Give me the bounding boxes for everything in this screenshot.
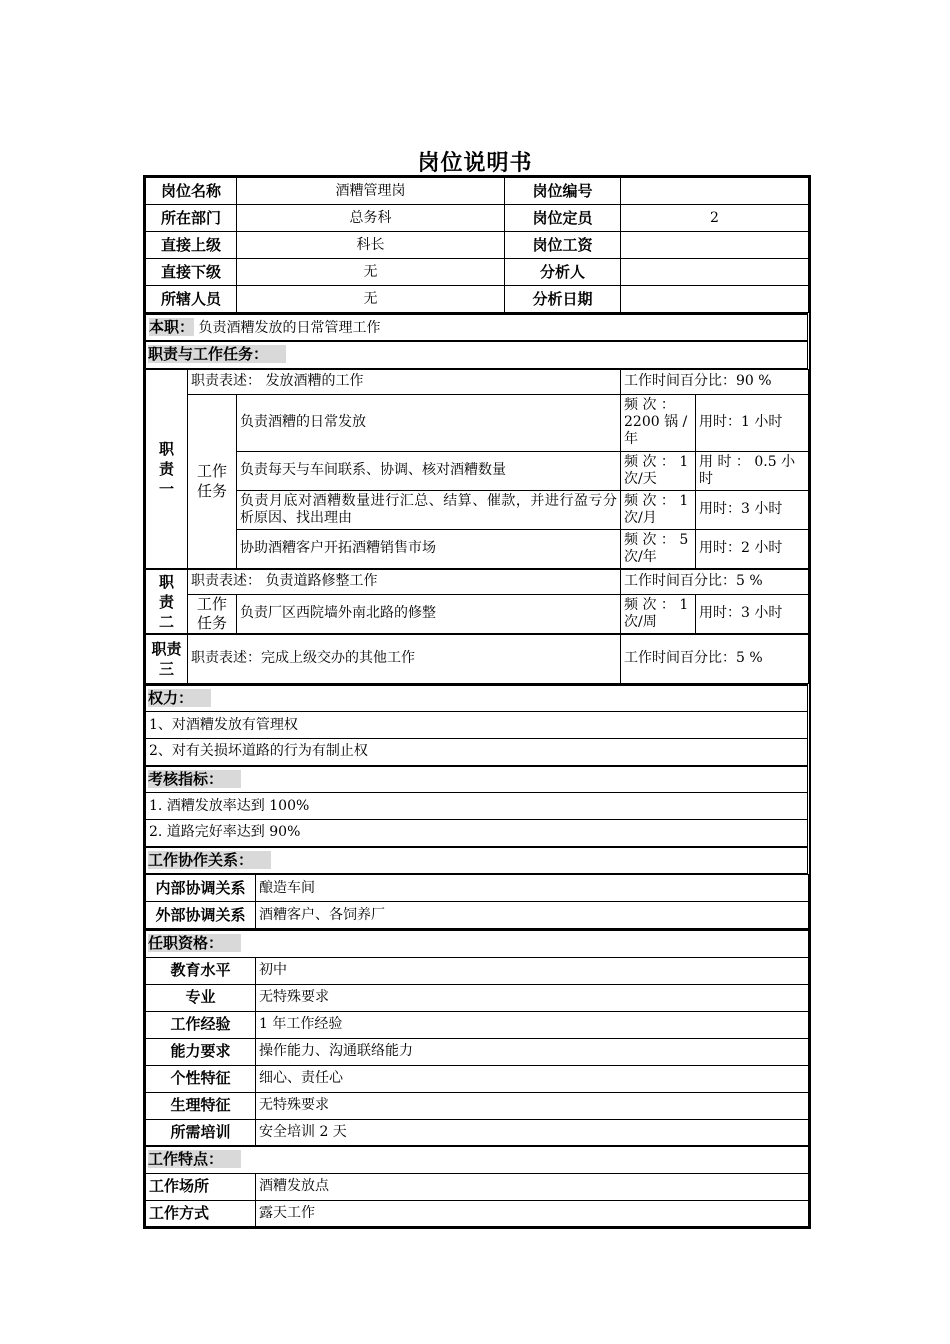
table-row (146, 766, 808, 793)
label-ability: 能力要求 (146, 1038, 256, 1065)
table-row (146, 451, 809, 490)
task-time: 用时：2 小时 (696, 529, 809, 569)
value-work-mode: 露天工作 (256, 1200, 809, 1226)
table-row (146, 847, 808, 874)
page-title: 岗位说明书 (417, 151, 533, 176)
table-row (146, 1119, 809, 1146)
task-frequency: 频 次 ： 1 次/天 (621, 451, 696, 490)
value-analyst (621, 259, 809, 286)
value-workplace: 酒糟发放点 (256, 1173, 809, 1200)
value-superior: 科长 (237, 232, 505, 259)
table-row (146, 984, 809, 1011)
responsibility-1-label: 职 责 一 (146, 369, 188, 569)
label-department: 所在部门 (146, 205, 237, 232)
section-kpi (146, 766, 808, 793)
label-internal-relation: 内部协调关系 (146, 875, 256, 902)
table-row (146, 875, 809, 902)
table-row (146, 394, 809, 451)
table-row (146, 490, 809, 529)
table-row (146, 634, 809, 683)
value-ability: 操作能力、沟通联络能力 (256, 1038, 809, 1065)
task-time: 用时：3 小时 (696, 594, 809, 634)
value-internal-relation: 酿造车间 (256, 875, 809, 902)
section-header: 工作特点： (148, 1150, 241, 1168)
table-row (146, 594, 809, 634)
responsibility-2-pct: 工作时间百分比：5 % (621, 569, 809, 594)
value-major: 无特殊要求 (256, 984, 809, 1011)
table-row (146, 205, 809, 232)
value-analysis-date (621, 286, 809, 313)
label-headcount: 岗位定员 (505, 205, 621, 232)
table-row (146, 685, 808, 712)
table-row (146, 369, 809, 394)
section-header: 权力： (148, 689, 211, 707)
task-text: 协助酒糟客户开拓酒糟销售市场 (237, 529, 621, 569)
duty-table (145, 313, 808, 369)
qualifications-table (145, 929, 809, 1227)
task-frequency: 频 次 ： 1 次/周 (621, 594, 696, 634)
responsibility-2-label: 职 责 二 (146, 569, 188, 634)
responsibility-1-desc: 职责表述： 发放酒糟的工作 (188, 369, 621, 394)
table-row (146, 232, 809, 259)
value-position-name: 酒糟管理岗 (237, 178, 505, 205)
value-experience: 1 年工作经验 (256, 1011, 809, 1038)
responsibility-3-pct: 工作时间百分比：5 % (621, 634, 809, 683)
responsibility-2-task-label: 工作 任务 (188, 594, 237, 634)
value-physical: 无特殊要求 (256, 1092, 809, 1119)
responsibility-1-pct: 工作时间百分比：90 % (621, 369, 809, 394)
label-experience: 工作经验 (146, 1011, 256, 1038)
table-row (146, 902, 809, 929)
table-row (146, 820, 808, 847)
value-position-number (621, 178, 809, 205)
label-workplace: 工作场所 (146, 1173, 256, 1200)
power-kpi-table (145, 684, 808, 875)
section-header: 任职资格： (148, 934, 241, 952)
section-power (146, 685, 808, 712)
task-text: 负责月底对酒糟数量进行汇总、结算、催款，并进行盈亏分析原因、找出理由 (237, 490, 621, 529)
label-training: 所需培训 (146, 1119, 256, 1146)
table-row (146, 1092, 809, 1119)
duty-cell (146, 314, 808, 341)
value-subordinate: 无 (237, 259, 505, 286)
table-row (146, 1146, 809, 1173)
responsibility-1-task-label: 工作 任务 (188, 394, 237, 569)
list-item: 1、对酒糟发放有管理权 (146, 712, 808, 739)
value-external-relation: 酒糟客户、各饲养厂 (256, 902, 809, 929)
value-training: 安全培训 2 天 (256, 1119, 809, 1146)
table-row (146, 569, 809, 594)
table-row (146, 1038, 809, 1065)
relations-table (145, 874, 809, 929)
label-superior: 直接上级 (146, 232, 237, 259)
table-row (146, 1173, 809, 1200)
job-description-form (143, 175, 811, 1229)
table-row (146, 314, 808, 341)
value-staff: 无 (237, 286, 505, 313)
table-row (146, 178, 809, 205)
task-time: 用时：3 小时 (696, 490, 809, 529)
responsibility-3-label: 职责 三 (146, 634, 188, 683)
list-item: 2. 道路完好率达到 90% (146, 820, 808, 847)
task-frequency: 频 次 ： 5 次/年 (621, 529, 696, 569)
section-header: 考核指标： (148, 770, 241, 788)
value-salary (621, 232, 809, 259)
table-row (146, 739, 808, 766)
table-row (146, 793, 808, 820)
task-time: 用时：1 小时 (696, 394, 809, 451)
list-item: 1. 酒糟发放率达到 100% (146, 793, 808, 820)
section-header: 职责与工作任务： (148, 345, 286, 363)
section-features (146, 1146, 809, 1173)
task-frequency: 频 次 ： 2200 锅 / 年 (621, 394, 696, 451)
table-row (146, 1065, 809, 1092)
label-salary: 岗位工资 (505, 232, 621, 259)
label-position-number: 岗位编号 (505, 178, 621, 205)
task-text: 负责厂区西院墙外南北路的修整 (237, 594, 621, 634)
responsibilities-table (145, 369, 809, 684)
basic-info-table (145, 177, 809, 313)
list-item: 2、对有关损坏道路的行为有制止权 (146, 739, 808, 766)
label-staff: 所辖人员 (146, 286, 237, 313)
value-headcount: 2 (621, 205, 809, 232)
label-analyst: 分析人 (505, 259, 621, 286)
label-personality: 个性特征 (146, 1065, 256, 1092)
table-row (146, 1200, 809, 1226)
label-education: 教育水平 (146, 957, 256, 984)
section-header: 工作协作关系： (148, 851, 271, 869)
label-subordinate: 直接下级 (146, 259, 237, 286)
value-education: 初中 (256, 957, 809, 984)
table-row (146, 529, 809, 569)
label-major: 专业 (146, 984, 256, 1011)
duty-label: 本职： (149, 317, 195, 336)
table-row (146, 957, 809, 984)
table-row (146, 930, 809, 957)
value-personality: 细心、责任心 (256, 1065, 809, 1092)
section-relations (146, 847, 808, 874)
label-position-name: 岗位名称 (146, 178, 237, 205)
table-row (146, 712, 808, 739)
value-department: 总务科 (237, 205, 505, 232)
label-analysis-date: 分析日期 (505, 286, 621, 313)
label-work-mode: 工作方式 (146, 1200, 256, 1226)
section-responsibilities (146, 341, 808, 368)
task-frequency: 频 次 ： 1 次/月 (621, 490, 696, 529)
table-row (146, 341, 808, 368)
label-physical: 生理特征 (146, 1092, 256, 1119)
section-qualifications (146, 930, 809, 957)
table-row (146, 259, 809, 286)
task-time: 用 时 ： 0.5 小 时 (696, 451, 809, 490)
task-text: 负责每天与车间联系、协调、核对酒糟数量 (237, 451, 621, 490)
label-external-relation: 外部协调关系 (146, 902, 256, 929)
duty-text: 负责酒糟发放的日常管理工作 (198, 319, 381, 336)
table-row (146, 1011, 809, 1038)
task-text: 负责酒糟的日常发放 (237, 394, 621, 451)
table-row (146, 286, 809, 313)
responsibility-3-desc: 职责表述：完成上级交办的其他工作 (188, 634, 621, 683)
responsibility-2-desc: 职责表述： 负责道路修整工作 (188, 569, 621, 594)
